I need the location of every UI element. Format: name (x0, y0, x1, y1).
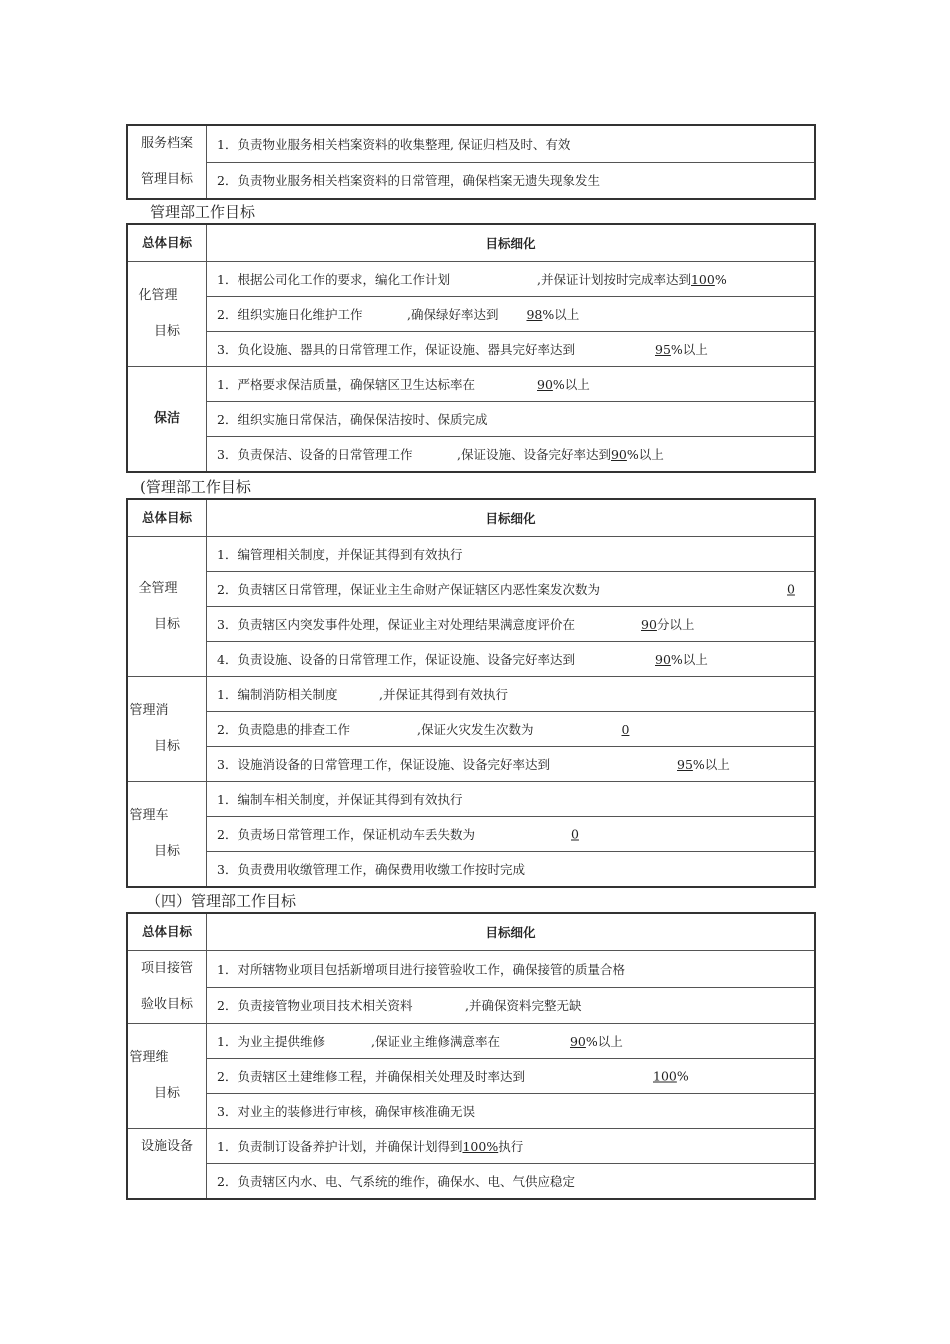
goal-item: 1．编管理相关制度，并保证其得到有效执行 (207, 537, 816, 572)
target-value: 90 (537, 377, 553, 392)
target-value: 95 (677, 757, 693, 772)
category-line: 全管理 (138, 580, 178, 596)
target-value: 95 (655, 342, 671, 357)
target-value: 90 (641, 617, 657, 632)
header-goal-detail: 目标细化 (207, 224, 816, 262)
goal-item: 1．编制车相关制度，并保证其得到有效执行 (207, 782, 816, 817)
category-cell (127, 782, 207, 888)
item-text: 1．严格要求保洁质量，确保辖区卫生达标率在 (217, 377, 475, 392)
goal-item: 2．组织实施日常保洁，确保保洁按时、保质完成 (207, 402, 816, 437)
tail-text: ,并确保资料完整无缺 (465, 998, 582, 1014)
goal-item (207, 1129, 816, 1164)
item-tail (371, 1032, 623, 1050)
item-text: 1．编制消防相关制度 (217, 687, 338, 702)
goal-item (207, 677, 816, 712)
goal-item (207, 747, 816, 782)
category-cell (127, 537, 207, 677)
item-tail (457, 445, 664, 463)
goal-item (207, 437, 816, 473)
goal-item (207, 297, 816, 332)
header-goal-detail: 目标细化 (207, 913, 816, 951)
item-tail (417, 720, 629, 738)
category-cell (127, 951, 207, 1024)
category-cell (127, 1129, 207, 1200)
item-text: 3．负责保洁、设备的日常管理工作 (217, 447, 413, 462)
item-text: 2．负责接管物业项目技术相关资料 (217, 998, 413, 1014)
target-unit: %以上 (692, 757, 730, 772)
goal-item: 3．负责费用收缴管理工作，确保费用收缴工作按时完成 (207, 852, 816, 888)
goal-item (207, 367, 816, 402)
category-cell (127, 677, 207, 782)
category-cell (127, 367, 207, 473)
category-cell (127, 125, 207, 199)
category-line: 化管理 (138, 288, 178, 303)
target-unit: %以上 (585, 1034, 623, 1049)
target-value: 0 (571, 826, 579, 842)
category-line: 保洁 (153, 411, 180, 426)
item-text: 2．组织实施日化维护工作 (217, 307, 363, 322)
section-title: （四）管理部工作目标 (146, 892, 297, 910)
category-line: 项目接管 (140, 961, 193, 976)
header-goal-detail: 目标细化 (207, 499, 816, 537)
goal-item (207, 1024, 816, 1059)
tail-text: ,保证火灾发生次数为 (417, 722, 534, 737)
item-text: 2．负责场日常管理工作，保证机动车丢失数为 (217, 827, 475, 842)
category-line: 管理维 (129, 1050, 169, 1065)
target-value: 100 (690, 272, 715, 287)
target-unit: 执行 (498, 1139, 524, 1154)
item-text: 1．负责制订设备养护计划，并确保计划得到 (217, 1139, 463, 1154)
greening-cleaning-goal-table (126, 223, 816, 473)
tail-text: ,保证设施、设备完好率达到 (457, 447, 611, 462)
category-line: 管理目标 (140, 172, 193, 187)
goal-item (207, 332, 816, 367)
target-value: 90 (569, 1034, 586, 1049)
item-text: 3．负化设施、器具的日常管理工作，保证设施、器具完好率达到 (217, 342, 575, 357)
header-overall-goal: 总体目标 (127, 913, 207, 951)
section-title: (管理部工作目标 (140, 478, 251, 496)
target-value: 100 (653, 1068, 677, 1084)
target-value: 98 (526, 307, 543, 322)
goal-item: 1．负责物业服务相关档案资料的收集整理, 保证归档及时、有效 (207, 125, 816, 162)
item-text: 4．负责设施、设备的日常管理工作，保证设施、设备完好率达到 (217, 652, 575, 667)
item-tail (407, 305, 579, 323)
target-unit: %以上 (552, 377, 590, 392)
category-cell (127, 262, 207, 367)
item-text: 3．设施消设备的日常管理工作，保证设施、设备完好率达到 (217, 757, 550, 772)
goal-item (207, 987, 816, 1024)
category-line: 验收目标 (140, 997, 193, 1012)
item-tail (537, 270, 727, 288)
target-unit: %以上 (670, 342, 708, 357)
item-tail (537, 375, 590, 393)
target-value: 90 (655, 652, 671, 667)
tail-text: ,并保证计划按时完成率达到 (537, 272, 691, 287)
archive-goal-table (126, 124, 816, 200)
item-tail (653, 1069, 689, 1084)
header-overall-goal: 总体目标 (127, 224, 207, 262)
item-tail (641, 615, 694, 633)
goal-item: 3．对业主的装修进行审核，确保审核准确无误 (207, 1094, 816, 1129)
goal-item: 2．负责物业服务相关档案资料的日常管理，确保档案无遗失现象发生 (207, 162, 816, 199)
item-text: 3．负责辖区内突发事件处理，保证业主对处理结果满意度评价在 (217, 617, 575, 632)
item-tail (655, 650, 708, 668)
security-goal-table (126, 498, 816, 888)
item-text: 2．负责隐患的排查工作 (217, 722, 350, 737)
target-unit: %以上 (670, 652, 708, 667)
goal-item (207, 642, 816, 677)
goal-item (207, 607, 816, 642)
tail-text: ,保证业主维修满意率在 (371, 1034, 500, 1049)
target-unit: %以上 (542, 307, 580, 322)
tail-text: ,并保证其得到有效执行 (379, 687, 508, 702)
goal-item (207, 262, 816, 297)
category-line: 管理消 (129, 703, 169, 718)
target-value: 90 (610, 447, 627, 462)
target-value: 0 (787, 581, 795, 597)
section-title: 管理部工作目标 (150, 203, 256, 221)
target-unit: % (714, 272, 727, 287)
target-value: 0 (621, 722, 630, 737)
target-value: 100% (462, 1139, 499, 1154)
item-tail (677, 755, 730, 773)
target-unit: %以上 (626, 447, 664, 462)
category-line: 设施设备 (140, 1139, 193, 1154)
engineering-goal-table (126, 912, 816, 1200)
goal-item: 2．负责辖区内水、电、气系统的维作，确保水、电、气供应稳定 (207, 1164, 816, 1200)
item-text: 2．负责辖区日常管理，保证业主生命财产保证辖区内恶性案发次数为 (217, 582, 600, 597)
category-line: 目标 (153, 324, 180, 339)
category-cell (127, 1024, 207, 1129)
header-overall-goal: 总体目标 (127, 499, 207, 537)
category-line: 目标 (153, 739, 180, 754)
target-unit: % (676, 1068, 689, 1084)
category-line: 服务档案 (140, 136, 193, 151)
tail-text: ,确保绿好率达到 (407, 307, 499, 322)
category-line: 目标 (153, 1086, 180, 1101)
item-tail (655, 340, 708, 358)
category-line: 目标 (153, 844, 180, 859)
goal-item (207, 1059, 816, 1094)
goal-item: 1．对所辖物业项目包括新增项目进行接管验收工作，确保接管的质量合格 (207, 951, 816, 988)
target-unit: 分以上 (656, 617, 695, 632)
goal-item (207, 817, 816, 852)
goal-item (207, 572, 816, 607)
item-text: 2．负责辖区土建维修工程，并确保相关处理及时率达到 (217, 1069, 525, 1084)
category-line: 管理车 (129, 808, 169, 823)
item-text: 1．为业主提供维修 (217, 1034, 325, 1049)
goal-item (207, 712, 816, 747)
category-line: 目标 (153, 616, 180, 632)
item-text: 1．根据公司化工作的要求，编化工作计划 (217, 272, 450, 287)
